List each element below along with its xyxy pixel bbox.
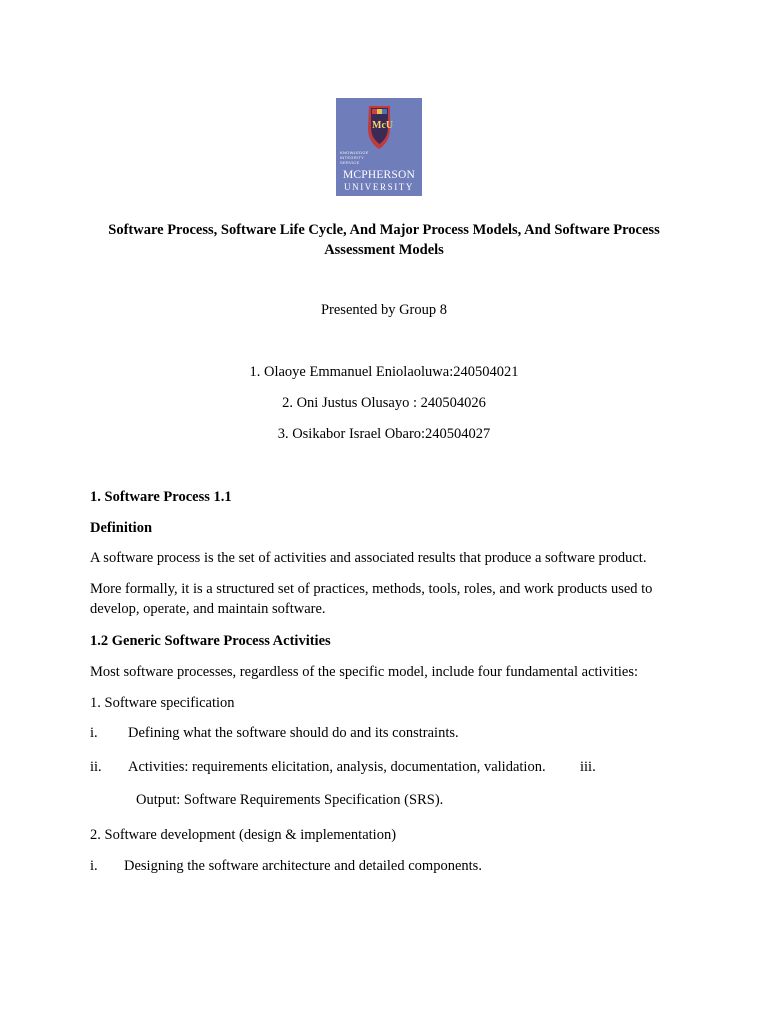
activity-2-heading: 2. Software development (design & implementation) [90, 827, 397, 843]
definition-paragraph-2-line-2: develop, operate, and maintain software. [90, 601, 326, 617]
logo-tagline-2: INTEGRITY [340, 155, 365, 160]
list-item-number: ii. [90, 759, 102, 775]
definition-paragraph-1: A software process is the set of activities and associated results that produce a software product. [90, 550, 647, 566]
logo-tagline-1: KNOWLEDGE [340, 150, 369, 155]
section2-heading: 1.2 Generic Software Process Activities [90, 633, 331, 649]
section2-intro: Most software processes, regardless of the specific model, include four fundamental activities: [90, 664, 639, 680]
activity-1-heading: 1. Software specification [90, 695, 235, 711]
list-item-text: Designing the software architecture and detailed components. [124, 858, 482, 874]
section1-heading: 1. Software Process 1.1 [90, 489, 232, 505]
logo-name: MCPHERSON [342, 169, 416, 181]
activity-1-output: Output: Software Requirements Specification (SRS). [136, 792, 444, 808]
definition-paragraph-2-line-1: More formally, it is a structured set of practices, methods, tools, roles, and work products used to [90, 581, 653, 597]
member-1: 1. Olaoye Emmanuel Eniolaoluwa:240504021 [249, 364, 519, 380]
list-item-trailing-number: iii. [580, 759, 596, 775]
list-item-number: i. [90, 725, 98, 741]
member-3: 3. Osikabor Israel Obaro:240504027 [277, 426, 491, 442]
list-item-text: Activities: requirements elicitation, analysis, documentation, validation. [128, 759, 546, 775]
logo-tagline-3: SERVICE [340, 160, 360, 165]
presented-by: Presented by Group 8 [320, 302, 448, 318]
list-item-text: Defining what the software should do and its constraints. [128, 725, 459, 741]
document-title [0, 220, 768, 260]
member-2: 2. Oni Justus Olusayo : 240504026 [282, 395, 486, 411]
definition-heading: Definition [90, 520, 153, 536]
university-logo [336, 98, 422, 196]
list-item-number: i. [90, 858, 98, 874]
definition-paragraph-2 [90, 579, 690, 619]
logo-tagline [340, 150, 369, 165]
title-line-1: Software Process, Software Life Cycle, And Major Process Models, And Software Process [108, 222, 660, 238]
logo-subtitle: UNIVERSITY [344, 182, 414, 192]
logo-monogram: McU [372, 120, 394, 131]
title-line-2: Assessment Models [324, 242, 444, 258]
